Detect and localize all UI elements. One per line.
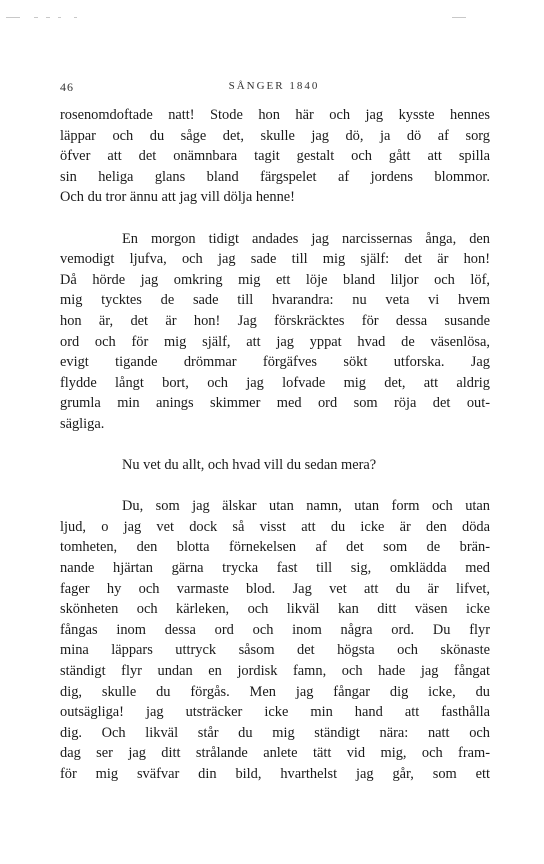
paragraph [60,229,490,435]
text-line: läppar och du såge det, skulle jag dö, ja dö af sorg [60,127,490,144]
text-line: grumla min anings skimmer med ord som röja det out- [60,395,490,412]
text-line: fångas inom dessa ord och inom några ord. Du flyr [60,621,490,638]
text-line: flydde långt bort, och jag lofvade mig det, att aldrig [60,374,490,391]
page-number: 46 [60,80,74,94]
text-line: mina läppars uttryck såsom det högsta och skönaste [60,642,490,659]
text-line: nande hjärtan gärna trycka fast till sig, omklädda med [60,560,490,577]
text-line: Nu vet du allt, och hvad vill du sedan mera? [122,457,377,474]
text-line: dag ser jag ditt strålande anlete tätt vid mig, och fram- [60,745,490,762]
text-line: för mig sväfvar din bild, hvarthelst jag går, som ett [60,766,490,782]
text-line: ljud, o jag vet dock så visst att du icke är den döda [60,518,490,535]
text-line: fager hy och varmaste blod. Jag vet att du är lifvet, [60,580,490,597]
text-line: outsägliga! jag utsträcker icke min hand att fasthålla [60,704,490,721]
paragraph [60,496,490,784]
scan-specks [0,15,544,19]
text-line: sin heliga glans bland färgspelet af jordens blommor. [60,168,490,185]
text-line: sägliga. [60,415,105,432]
text-line: evigt tigande drömmar förgäfves sökt utforska. Jag [60,354,490,371]
text-line: rosenomdoftade natt! Stode hon här och jag kysste hennes [60,107,490,123]
text-line: ständigt flyr undan en jordisk famn, och hade jag fångat [60,663,490,680]
page-header [60,80,488,98]
text-line: Då hörde jag omkring mig ett löje bland liljor och löf, [60,271,490,288]
text-line: öfver att det onämnbara tagit gestalt och gått att spilla [60,148,490,165]
body-text [60,105,490,805]
paragraph [60,105,490,208]
text-line: Du, som jag älskar utan namn, utan form och utan [122,498,490,515]
text-line: hon är, det är hon! Jag förskräcktes för dessa susande [60,312,490,329]
text-line: vemodigt ljufva, och jag sade till mig själf: det är hon! [60,251,490,268]
text-line: tomheten, den blotta förnekelsen af det som de brän- [60,539,490,556]
running-head: SÅNGER 1840 [228,80,320,92]
text-line: En morgon tidigt andades jag narcissernas ånga, den [122,230,490,247]
paragraph [60,455,490,476]
text-line: dig, skulle du förgås. Men jag fångar dig icke, du [60,683,490,700]
text-line: ord och för mig själf, att jag yppat hvad de väsenlösa, [60,333,490,350]
text-line: skönheten och kärleken, och likväl kan ditt väsen icke [60,601,490,618]
text-line: dig. Och likväl står du mig ständigt nära: natt och [60,724,490,741]
text-line: Och du tror ännu att jag vill dölja henne! [60,189,295,206]
text-line: mig tycktes de sade till hvarandra: nu veta vi hvem [60,292,490,309]
